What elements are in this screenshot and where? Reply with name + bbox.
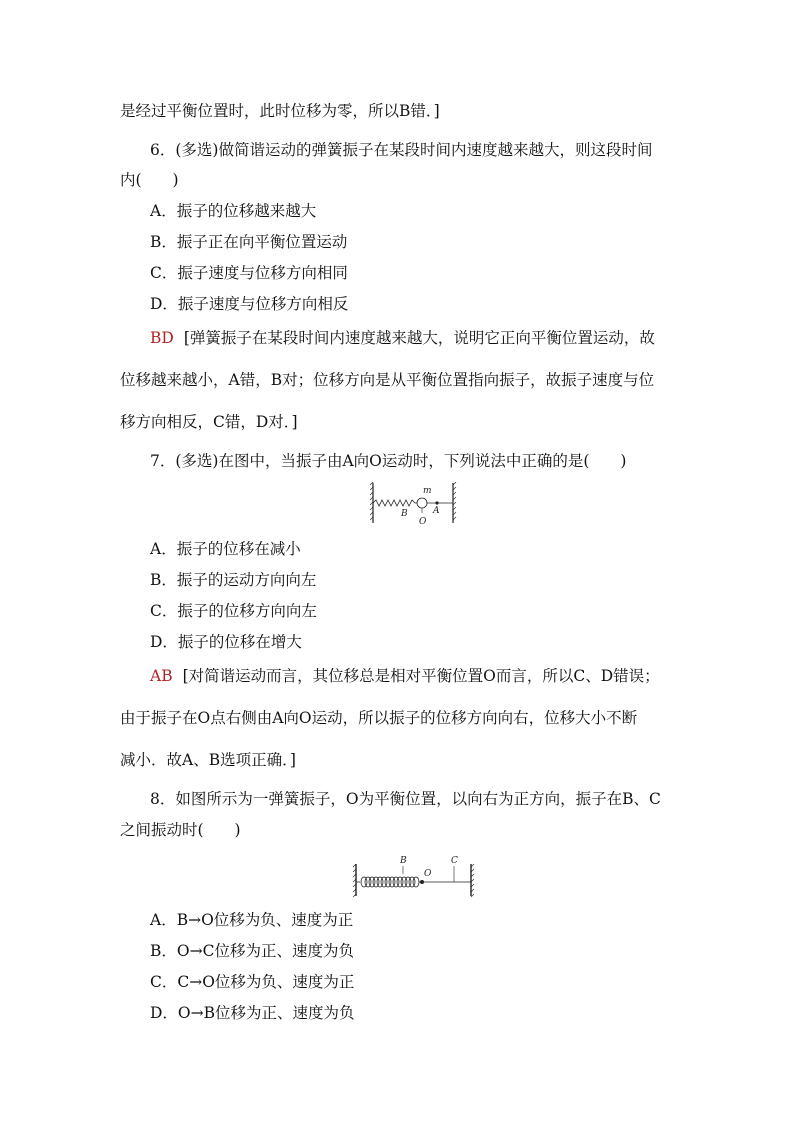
continuation-text: 是经过平衡位置时，此时位移为零，所以B错．] [120,102,440,120]
question-8-stem-cont: 之间振动时( ) [120,821,241,839]
q8-option-d: D．O→B位移为正、速度为负 [150,1004,355,1022]
q7-explanation-2: 由于振子在O点右侧由A向O运动，所以振子的位移方向向右，位移大小不断 [120,709,638,727]
question-7-stem: 7．(多选)在图中，当振子由A向O运动时，下列说法中正确的是( ) [150,452,627,470]
fig2-label-c: C [451,856,458,866]
fig1-label-a: A [433,506,440,516]
question-6-stem-cont: 内( ) [120,171,179,189]
q7-answer-line [150,666,660,686]
q6-option-a: A．振子的位移越来越大 [150,202,317,220]
fig2-label-b: B [400,856,407,866]
q6-option-d: D．振子速度与位移方向相反 [150,295,349,313]
fig2-label-o: O [424,869,432,879]
fig1-label-b: B [401,509,408,519]
q8-option-a: A．B→O位移为负、速度为正 [150,911,354,929]
q8-option-b: B．O→C位移为正、速度为负 [150,942,354,960]
q6-option-c: C．振子速度与位移方向相同 [150,264,348,282]
q6-option-b: B．振子正在向平衡位置运动 [150,233,348,251]
q6-explanation-1: [弹簧振子在某段时间内速度越来越大，说明它正向平衡位置运动，故 [183,329,655,347]
q6-explanation-3: 移方向相反，C错，D对．] [120,413,298,431]
spring-oscillator-figure-2 [350,850,476,900]
q7-explanation-3: 减小．故A、B选项正确．] [120,751,296,769]
q7-option-d: D．振子的位移在增大 [150,633,302,651]
q7-option-c: C．振子的位移方向向左 [150,602,317,620]
fig1-label-m: m [423,486,432,496]
q7-answer: AB [150,667,173,685]
q8-option-c: C．C→O位移为负、速度为正 [150,973,355,991]
q7-option-b: B．振子的运动方向向左 [150,571,317,589]
question-6-stem: 6．(多选)做简谐运动的弹簧振子在某段时间内速度越来越大，则这段时间 [150,141,653,159]
q6-answer: BD [150,329,174,347]
spring-oscillator-figure-1 [366,480,460,526]
q6-explanation-2: 位移越来越小，A错，B对；位移方向是从平衡位置指向振子，故振子速度与位 [120,371,655,389]
question-8-stem: 8．如图所示为一弹簧振子，O为平衡位置，以向右为正方向，振子在B、C [150,790,661,808]
q7-explanation-1: [对简谐运动而言，其位移总是相对平衡位置O而言，所以C、D错误； [182,667,660,685]
q6-answer-line [150,328,655,348]
q7-option-a: A．振子的位移在减小 [150,540,301,558]
fig1-label-o: O [419,517,427,526]
